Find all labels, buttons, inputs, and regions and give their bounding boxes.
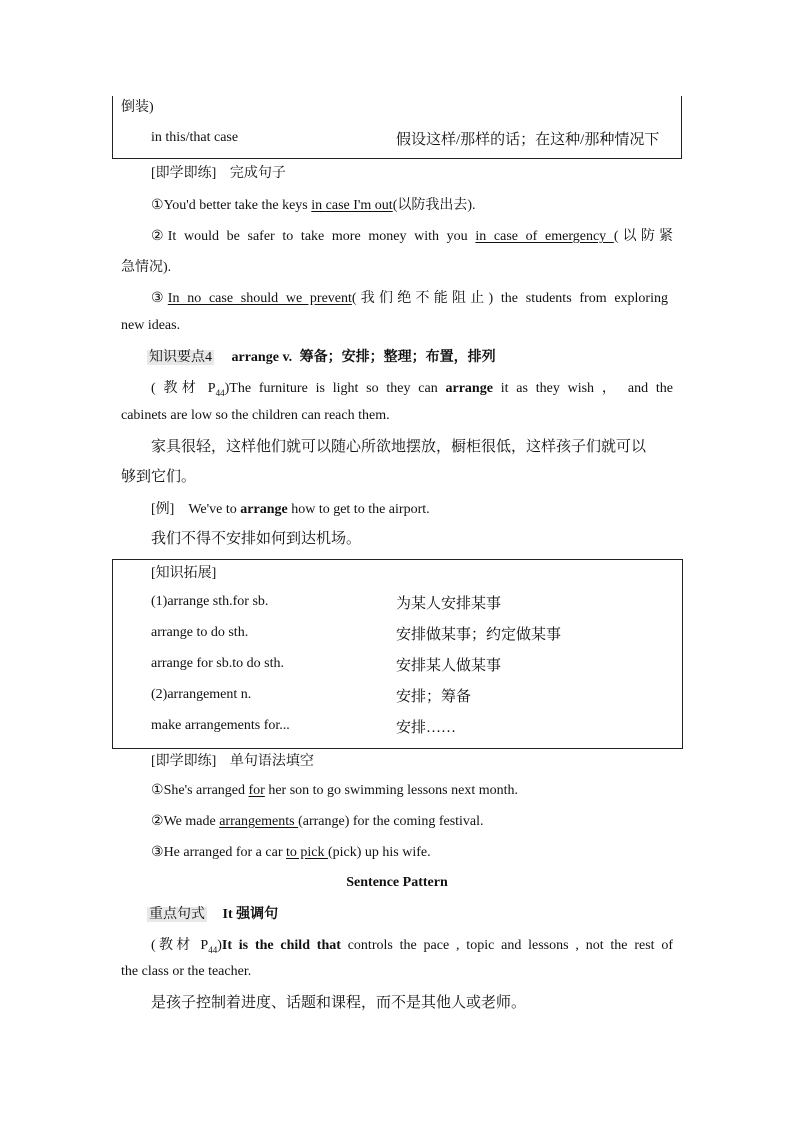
extension-meaning: 安排；筹备	[396, 689, 472, 705]
answer-blank: to pick	[285, 845, 328, 860]
table-phrase: in this/that case	[151, 130, 239, 145]
section-heading: Sentence Pattern	[346, 875, 448, 890]
extension-phrase: arrange for sb.to do sth.	[151, 656, 284, 671]
practice-sentence-cont: 急情况).	[121, 260, 172, 275]
answer-blank: arrangements	[219, 814, 299, 829]
textbook-sentence: (教材 $P_{44})It$ is the child that controls the pace , topic and lessons , not the rest of	[151, 938, 674, 955]
practice-sentence: ③In no case should we prevent(我们绝不能阻止) the students from exploring	[151, 291, 668, 306]
extension-phrase: arrange to do sth.	[151, 625, 249, 640]
table-continuation-text: 倒装)	[121, 100, 154, 115]
answer-blank: in case I'm out	[311, 198, 393, 213]
extension-meaning: 安排……	[396, 720, 457, 736]
practice-sentence: ①You'd better take the keys in case I'm out(以防我出去).	[151, 198, 476, 213]
answer-blank: In no case should we prevent	[167, 291, 352, 306]
extension-title: [知识拓展]	[151, 566, 217, 581]
practice-heading: [即学即练] 完成句子	[151, 166, 286, 181]
textbook-sentence-cont: cabinets are low so the children can reach them.	[121, 408, 390, 423]
textbook-sentence: ( 教材 $P_{44})The$ furniture is light so they can arrange it as they wish ， and the	[151, 381, 674, 398]
example-sentence: [例] We've to arrange how to get to the airport.	[151, 502, 430, 517]
knowledge-point-heading: 知识要点4 arrange v. 筹备；安排；整理；布置，排列	[149, 350, 496, 365]
practice-heading: [即学即练] 单句语法填空	[151, 754, 314, 769]
extension-meaning: 为某人安排某事	[396, 596, 502, 612]
practice-sentence: ②We made arrangements (arrange) for the coming festival.	[151, 814, 484, 829]
extension-meaning: 安排某人做某事	[396, 658, 502, 674]
extension-meaning: 安排做某事；约定做某事	[396, 627, 562, 643]
sentence-pattern-tag: 重点句式	[149, 907, 205, 922]
sentence-pattern-heading: 重点句式 It 强调句	[149, 907, 279, 922]
knowledge-point-tag: 知识要点4	[149, 350, 212, 365]
practice-sentence-cont: new ideas.	[121, 318, 181, 333]
practice-sentence: ①She's arranged for her son to go swimming lessons next month.	[151, 783, 518, 798]
extension-phrase: (1)arrange sth.for sb.	[151, 594, 269, 609]
answer-blank: for	[248, 783, 265, 798]
textbook-translation: 家具很轻，这样他们就可以随心所欲地摆放，橱柜很低，这样孩子们就可以	[151, 439, 647, 455]
example-translation: 我们不得不安排如何到达机场。	[151, 531, 362, 547]
practice-sentence: ③He arranged for a car to pick (pick) up his wife.	[151, 845, 431, 860]
practice-sentence: ②It would be safer to take more money with you in case of emergency (以防紧	[151, 229, 674, 244]
textbook-sentence-cont: the class or the teacher.	[121, 964, 252, 979]
answer-blank: in case of emergency	[475, 229, 614, 244]
textbook-translation-cont: 够到它们。	[121, 469, 197, 485]
table-meaning: 假设这样/那样的话；在这种/那种情况下	[396, 132, 660, 148]
extension-phrase: (2)arrangement n.	[151, 687, 252, 702]
extension-phrase: make arrangements for...	[151, 718, 290, 733]
textbook-translation: 是孩子控制着进度、话题和课程，而不是其他人或老师。	[151, 995, 527, 1011]
